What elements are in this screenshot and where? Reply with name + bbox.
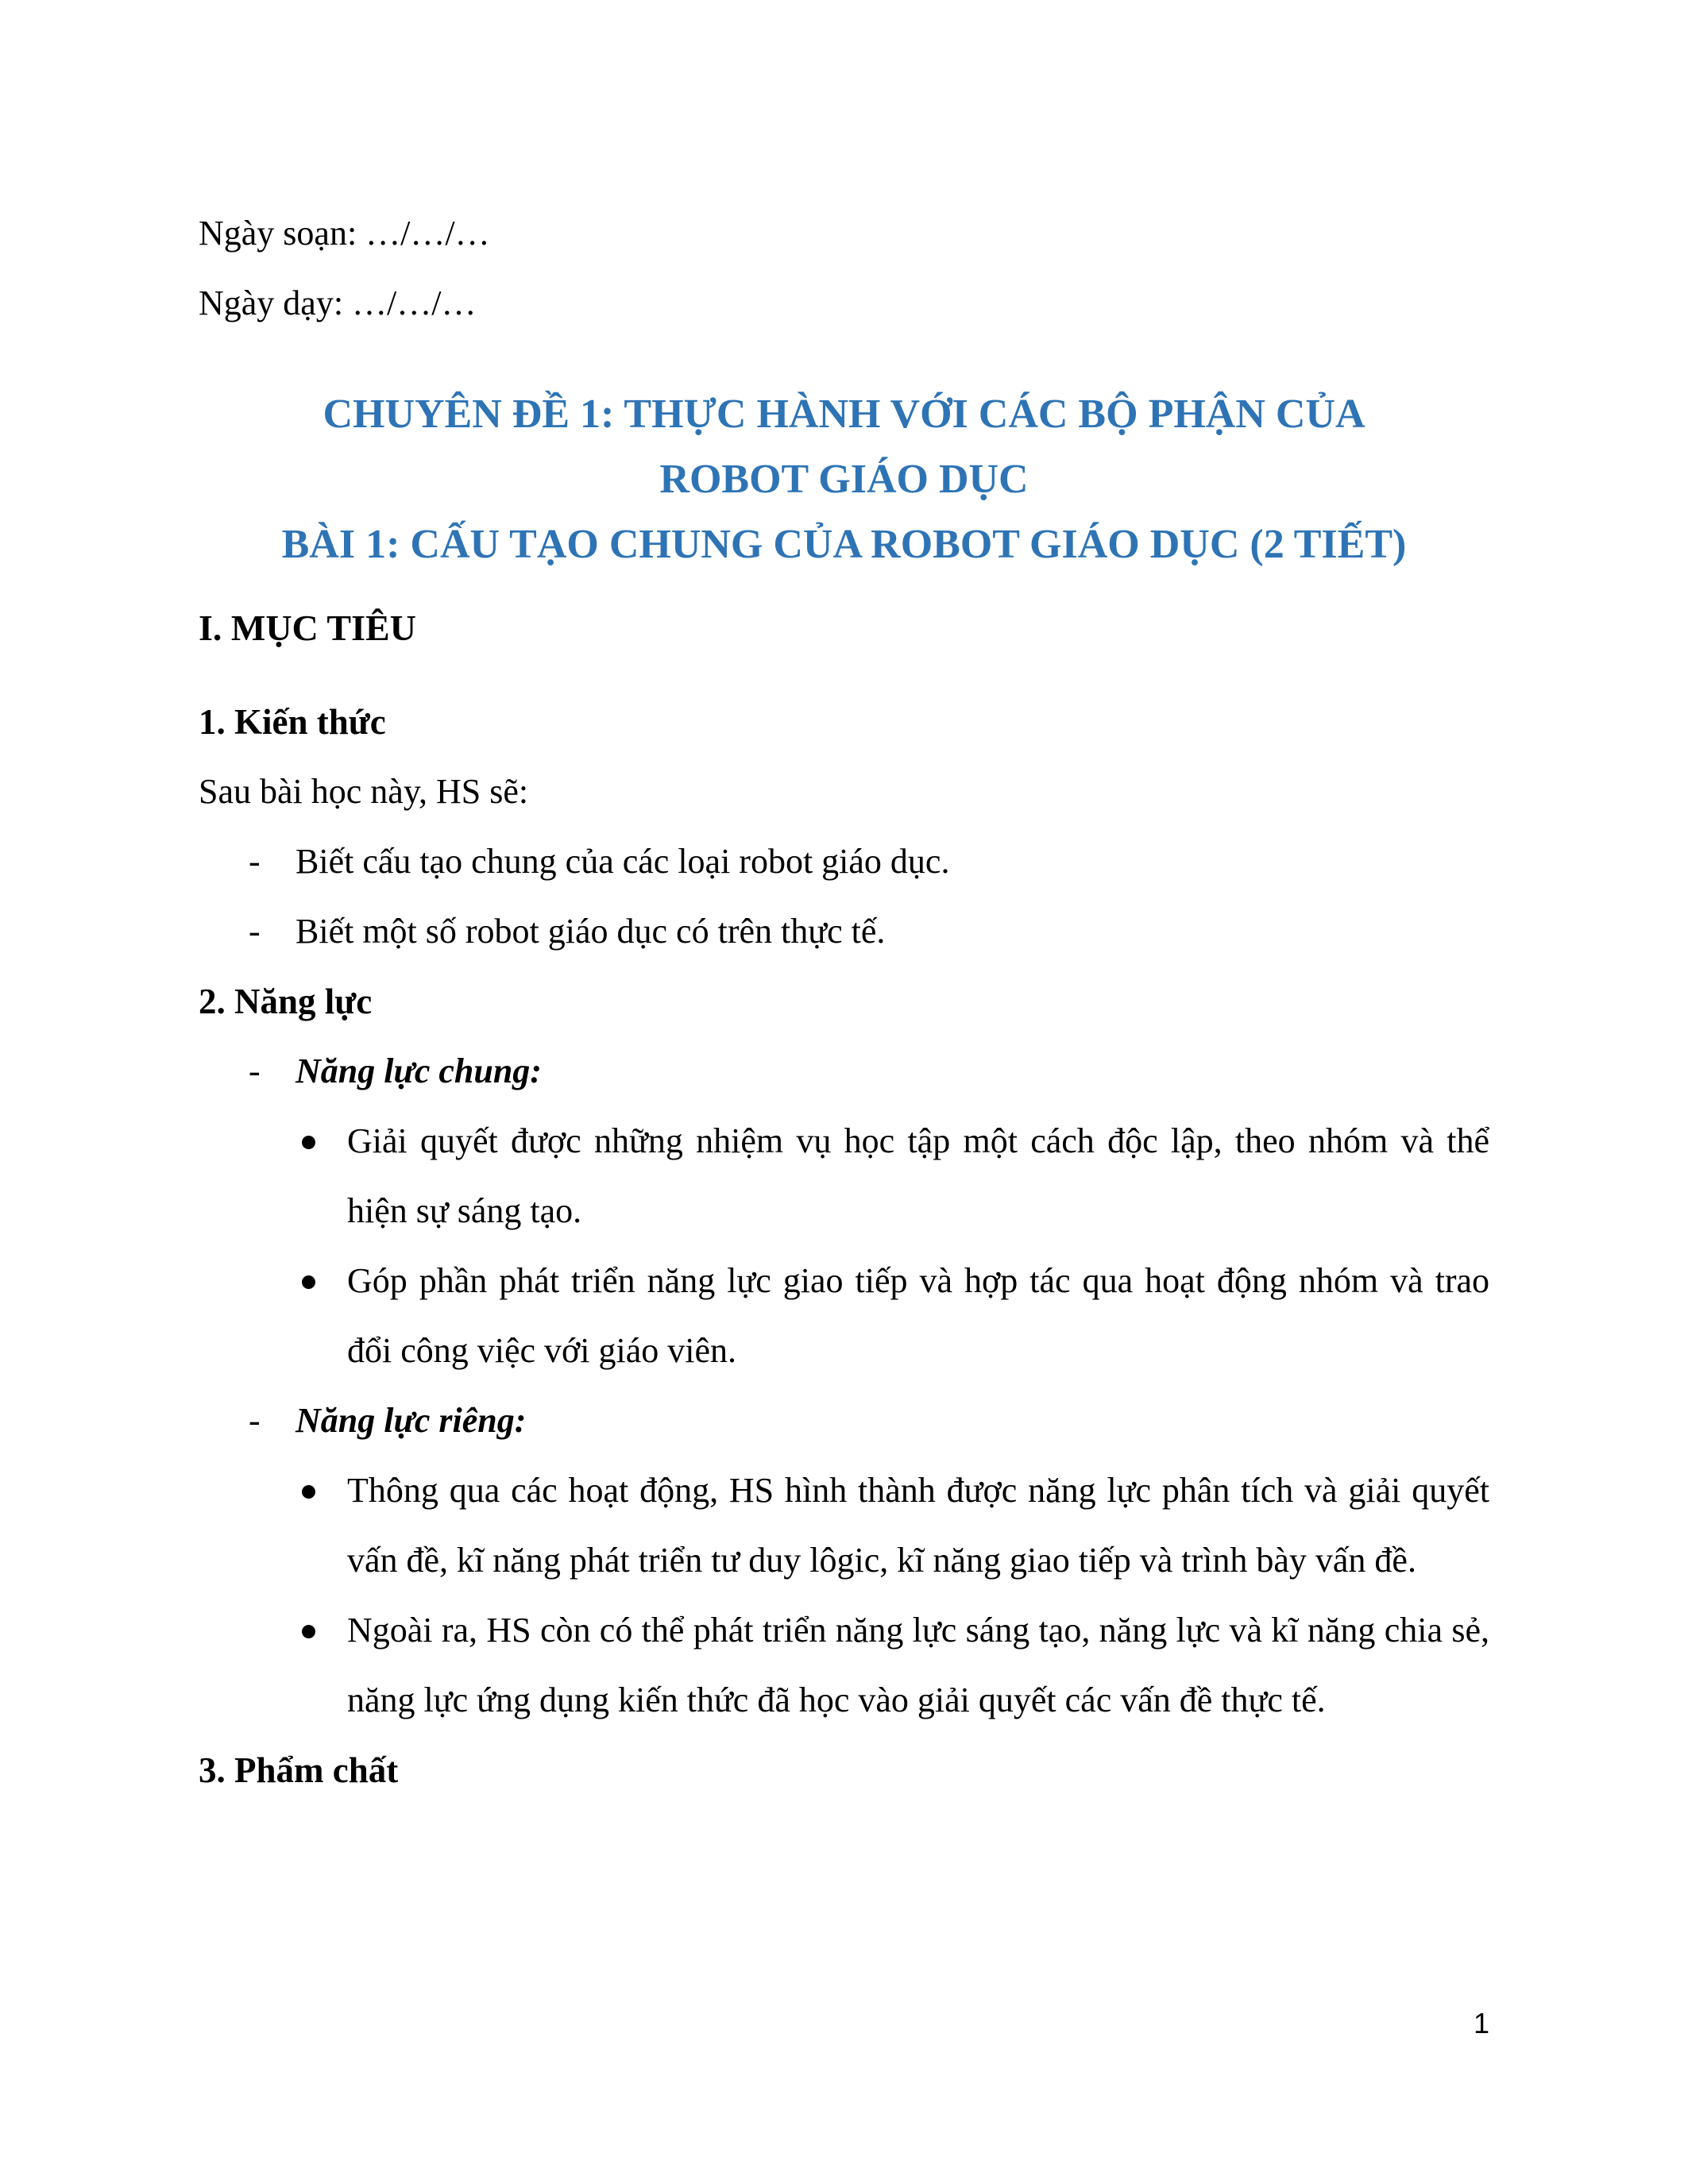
list-item	[199, 1036, 1489, 1106]
list-item	[199, 827, 1489, 897]
list-item-text: Biết cấu tạo chung của các loại robot giáo dục.	[295, 842, 950, 881]
bullet-list-item	[199, 1246, 1489, 1386]
bullet-list-item	[199, 1596, 1489, 1735]
kien-thuc-intro: Sau bài học này, HS sẽ:	[199, 772, 529, 811]
document-title	[199, 382, 1489, 577]
bullet-item-text: Giải quyết được những nhiệm vụ học tập một cách độc lập, theo nhóm và thể hiện sự sáng tạo.	[347, 1121, 1489, 1230]
bullet-marker-icon	[302, 1485, 315, 1499]
bullet-marker-icon	[302, 1625, 315, 1638]
date-composed-line: Ngày soạn: …/…/…	[199, 214, 490, 253]
title-line-1: CHUYÊN ĐỀ 1: THỰC HÀNH VỚI CÁC BỘ PHẬN CỦA	[323, 392, 1365, 437]
bullet-marker-icon	[302, 1136, 315, 1149]
title-line-3: BÀI 1: CẤU TẠO CHUNG CỦA ROBOT GIÁO DỤC (2 TIẾT)	[281, 522, 1407, 567]
subsection-heading-pham-chat: 3. Phẩm chất	[199, 1750, 399, 1790]
title-line-2: ROBOT GIÁO DỤC	[659, 457, 1029, 502]
dash-marker-icon: -	[249, 1401, 261, 1440]
bullet-list-item	[199, 1106, 1489, 1246]
bullet-item-text: Góp phần phát triển năng lực giao tiếp và hợp tác qua hoạt động nhóm và trao đổi công việc với giáo viên.	[347, 1261, 1489, 1370]
bullet-item-text: Ngoài ra, HS còn có thể phát triển năng lực sáng tạo, năng lực và kĩ năng chia sẻ, năng lực ứng dụng kiến thức đã học vào giải quyết các vấn đề thực tế.	[347, 1611, 1489, 1719]
page-number: 1	[1473, 2007, 1489, 2039]
dash-marker-icon: -	[249, 842, 261, 881]
subsection-heading-kien-thuc: 1. Kiến thức	[199, 702, 386, 742]
dash-marker-icon: -	[249, 1051, 261, 1090]
list-item	[199, 897, 1489, 967]
date-taught-line: Ngày dạy: …/…/…	[199, 284, 477, 322]
bullet-item-text: Thông qua các hoạt động, HS hình thành được năng lực phân tích và giải quyết vấn đề, kĩ năng phát triển tư duy lôgic, kĩ năng giao tiếp và trình bày vấn đề.	[347, 1471, 1489, 1580]
document-content	[199, 199, 1489, 1805]
bullet-list-item	[199, 1456, 1489, 1596]
nang-luc-rieng-label: Năng lực riêng:	[295, 1401, 527, 1440]
bullet-marker-icon	[302, 1275, 315, 1289]
list-item-text: Biết một số robot giáo dục có trên thực tế.	[295, 912, 886, 951]
subsection-heading-nang-luc: 2. Năng lực	[199, 982, 373, 1021]
list-item	[199, 1386, 1489, 1456]
section-heading-muc-tieu: I. MỤC TIÊU	[199, 608, 416, 648]
dash-marker-icon: -	[249, 912, 261, 951]
nang-luc-chung-label: Năng lực chung:	[295, 1051, 542, 1090]
